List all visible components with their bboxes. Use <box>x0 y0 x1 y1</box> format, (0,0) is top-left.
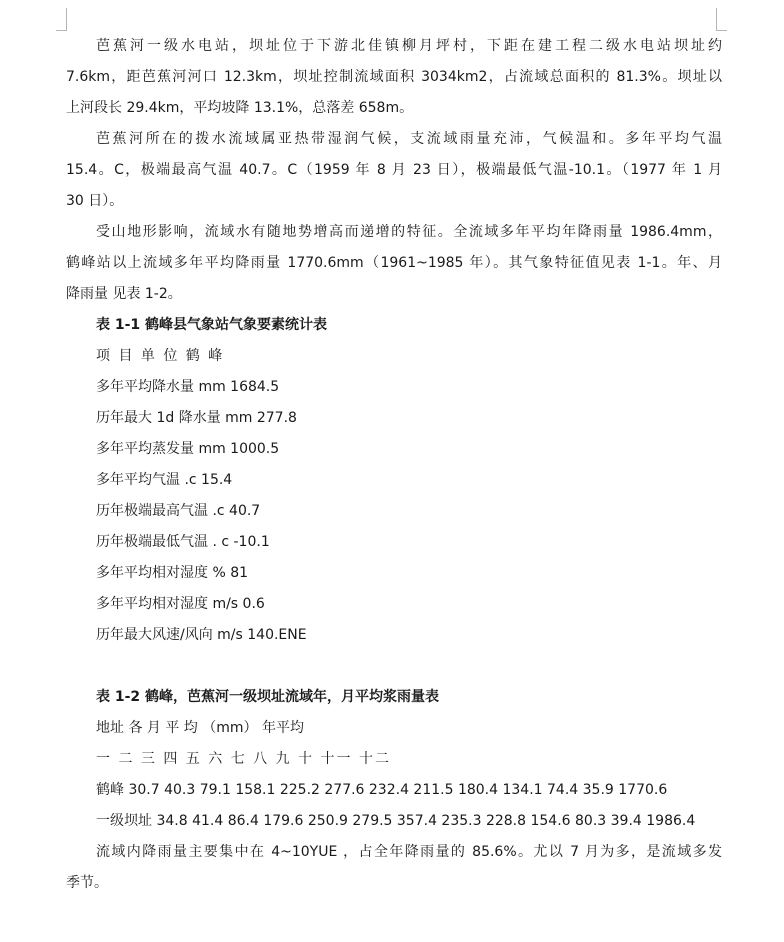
table-1-1-header: 项 目 单 位 鹤 峰 <box>96 348 225 364</box>
text-line: 芭蕉河一级水电站，坝址位于下游北佳镇柳月坪村，下距在建工程二级水电站坝址约 <box>96 38 722 54</box>
blank-line <box>66 651 722 682</box>
table-row: 鹤峰 30.7 40.3 79.1 158.1 225.2 277.6 232.4 211.5 180.4 134.1 74.4 35.9 1770.6 <box>96 782 668 798</box>
text-line: 7.6km，距芭蕉河河口 12.3km，坝址控制流域面积 3034km2，占流域总面积的 81.3%。坝址以 <box>66 69 722 85</box>
table-row: 多年平均相对湿度 % 81 <box>96 565 249 581</box>
table-row: 多年平均相对湿度 m/s 0.6 <box>96 596 265 612</box>
text-line: 15.4。C，极端最高气温 40.7。C（1959 年 8 月 23 日），极端最低气温-10.1。（1977 年 1 月 <box>66 162 722 178</box>
text-line: 降雨量 见表 1-2。 <box>66 286 182 302</box>
table-row: 多年平均蒸发量 mm 1000.5 <box>96 441 280 457</box>
text-line: 流域内降雨量主要集中在 4~10YUE ，占全年降雨量的 85.6%。尤以 7 月为多，是流域多发 <box>96 844 722 860</box>
table-row: 历年极端最低气温 . c -10.1 <box>96 534 270 550</box>
text-line: 芭蕉河所在的拨水流域属亚热带湿润气候，支流域雨量充沛，气候温和。多年平均气温 <box>96 131 722 147</box>
paragraph-rainfall <box>66 217 722 310</box>
table-row: 历年最大 1d 降水量 mm 277.8 <box>96 410 297 426</box>
table-row: 多年平均降水量 mm 1684.5 <box>96 379 280 395</box>
paragraph-climate <box>66 124 722 217</box>
page-corner-mark-left <box>56 8 67 31</box>
table-row: 历年最大风速/风向 m/s 140.ENE <box>96 627 307 643</box>
table-1-1 <box>66 310 722 651</box>
table-1-2-header: 地址 各 月 平 均 （mm） 年平均 <box>96 720 304 736</box>
paragraph-dam-location <box>66 31 722 124</box>
table-1-2 <box>66 682 722 837</box>
text-line: 季节。 <box>66 875 108 891</box>
table-row: 历年极端最高气温 .c 40.7 <box>96 503 261 519</box>
table-1-1-title: 表 1-1 鹤峰县气象站气象要素统计表 <box>96 317 328 333</box>
table-1-2-month-header: 一 二 三 四 五 六 七 八 九 十 十一 十二 <box>96 751 391 767</box>
paragraph-closing <box>66 837 722 899</box>
text-line: 受山地形影响，流域水有随地势增高而递增的特征。全流域多年平均年降雨量 1986.4mm， <box>96 224 722 240</box>
text-line: 鹤峰站以上流域多年平均降雨量 1770.6mm（1961~1985 年）。其气象特征值见表 1-1。年、月 <box>66 255 722 271</box>
document-page <box>66 31 722 899</box>
text-line: 30 日）。 <box>66 193 124 209</box>
table-row: 多年平均气温 .c 15.4 <box>96 472 233 488</box>
table-1-2-title: 表 1-2 鹤峰，芭蕉河一级坝址流域年，月平均浆雨量表 <box>96 689 440 705</box>
text-line: 上河段长 29.4km，平均坡降 13.1%，总落差 658m。 <box>66 100 414 116</box>
table-row: 一级坝址 34.8 41.4 86.4 179.6 250.9 279.5 357.4 235.3 228.8 154.6 80.3 39.4 1986.4 <box>96 813 696 829</box>
page-corner-mark-right <box>716 8 727 31</box>
